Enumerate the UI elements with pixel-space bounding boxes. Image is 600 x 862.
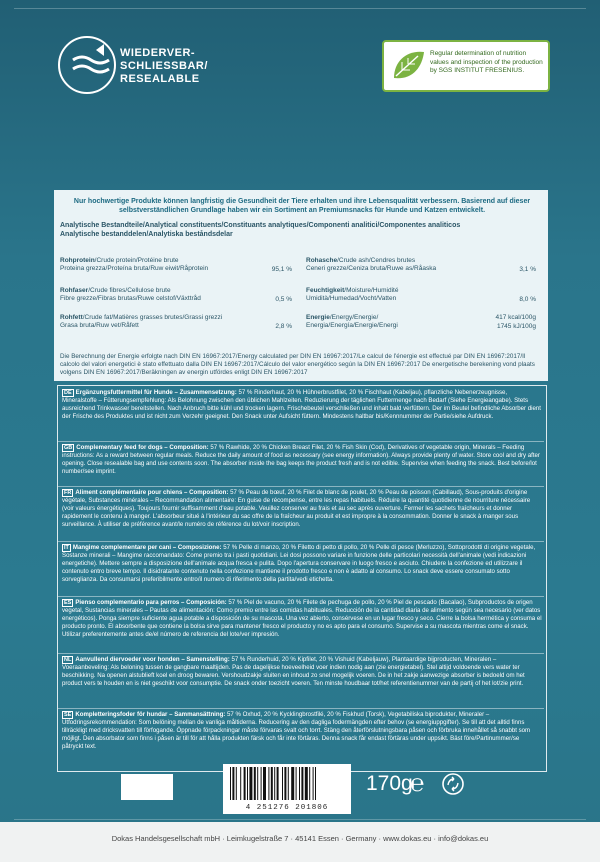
barcode-bar [315, 767, 316, 800]
barcode-bar [230, 767, 231, 800]
nutrient-sub: Umidità/Humedad/Vocht/Vatten [306, 295, 397, 302]
barcode-bar [288, 767, 289, 800]
nutrient-moisture [306, 287, 398, 303]
barcode-bar [249, 767, 252, 800]
reseal-line: RESEALABLE [120, 73, 200, 85]
ingredients-text: 57 % Rinderhaut, 20 % Hühnerbrustfilet, 20 % Fischhaut (Kabeljau), pflanzliche Nebenerzeugnisse, Mineralstoffe – Fütterungsempfehlung: Als Belohnung zwischen den üblichen Mahlzeiten. Reduzierung der täglichen Futtermenge nach Bedarf (Siehe Energieangabe). Stets ausreichend Trinkwasser bereitstellen. Nach Anbruch bitte kühl und trocken lagern. Frischebeutel verschließen und inhalt bald verfüttern. Der im Beutel befindliche Absorber dient der Frische des Produktes und ist nicht zum Verzehr geeignet. Den Snack unter Aufsicht füttern. Mindestens haltbar bis/Kennnummer der Partie/siehe Aufdruck. [62, 389, 541, 420]
barcode-bar [299, 767, 300, 800]
barcode-bar [236, 767, 237, 800]
analytics-title: Analytische Bestandteile/Analytical constituents/Constituants analytiques/Componenti analitici/Componentes analiticos Analytische bestanddelen/Analytiska beståndsdelar [60, 222, 461, 238]
ingredients-text: 57 % Pelle di manzo, 20 % Filetto di petto di pollo, 20 % Pelle di pesce (Merluzzo), Sottoprodotti di origine vegetale, Sostanze minerali – Mangime raccomandato: Come premio tra i pasti quotidiani. Lei dosi possono variare in funzione delle particolari necessità dell'animale (vedi indicazioni energetiche). Mettere sempre a disposizione dell'animale acqua fresca e pulita. Dopo l'apertura conservare in luogo fresco e asciuto. Chiudere la confezione ed utilizzare il contenuto entro breve tempo. Il disidratante contenuto nella confezione mantiene il prodotto fresco e non è adatto al consumo. Lo snack deve essere consumato sotto sorveglianza. Da consumarsi preferibilmente entro/il numero di riferimento della partita/vedi etichetta. [62, 544, 536, 583]
reseal-icon [58, 36, 116, 94]
nutrient-name: Rohfett [60, 314, 83, 321]
nutrient-name: Rohasche [306, 257, 338, 264]
ingredients-se [62, 711, 542, 751]
divider [58, 653, 544, 654]
lang-code: SE [64, 712, 72, 718]
ingredients-gb [62, 444, 542, 476]
barcode-bar [232, 767, 234, 800]
ingredients-nl [62, 656, 542, 688]
lang-code: IT [64, 545, 69, 551]
ingredients-heading: Ergänzungsfuttermittel für Hunde – Zusammensetzung: [75, 389, 237, 396]
ingredients-text: 57 % Oxhud, 20 % Kycklingbrostfilé, 20 % Fiskhud (Torsk), Vegetabiliska biprodukter, Mineraler – Utfodringsrekommendation: Som belöning mellan de vanliga måltiderna. Reducering av den dagliga fodermängden efter behov (se energiuppgifter). Se till att det alltid finns tillräckligt med dricksvatten till förfogande. Öppnade förpackningar måste förvaras svalt och torrt. Stäng den återförslutningsbara påsen och förbruka innehållet så snabbt som möjligt. Den absorbator som finns i påsen är till för att hålla produkten färsk och får inte förtäras. Denna snack får endast förtäras under uppsikt. Bäst före/Partinummer/se påtryckt text. [62, 711, 531, 750]
barcode-bar [268, 767, 269, 800]
barcode-bar [284, 767, 286, 800]
energy-note: Die Berechnung der Energie erfolgte nach DIN EN 16967:2017/Energy calculated per DIN EN 16967:2017/Le calcul de l'énergie est effectué par DIN EN 16967:2017/Il calcolo del valori energetici è stato effettuato dalla DIN EN 16967:2017/Cálculo del valor energético según la DIN EN 16967:2017 De energetische berekening vond plaats volgens DIN EN 16967:2017/Beräkningen av energin utfördes enligt DIN EN 16967:2017 [60, 353, 535, 376]
recycle-icon [441, 772, 465, 796]
estimated-sign: ℮ [410, 770, 425, 797]
seam-line [14, 8, 586, 9]
net-weight: 170g [366, 772, 413, 795]
nutrient-sub: Proteina grezza/Proteína bruta/Ruw eiwit/Råprotein [60, 265, 209, 272]
barcode-bar [257, 767, 258, 800]
barcode-bar [305, 767, 308, 800]
nutrient-name-rest: /Energy/Energie/ [329, 314, 379, 321]
sgs-badge [382, 40, 550, 92]
nutrient-sub: Ceneri grezze/Ceniza bruta/Ruwe as/Råaska [306, 265, 437, 272]
barcode-bar [240, 767, 241, 800]
lang-code: ES [64, 600, 72, 606]
nutrient-name-rest: /Crude fibres/Cellulose brute [88, 287, 171, 294]
blank-label-area [121, 774, 173, 800]
nutrient-name-rest: /Crude fat/Matières grasses brutes/Grassi grezzi [82, 314, 223, 321]
nutrient-crude-protein [60, 257, 208, 273]
seam-line [14, 819, 586, 820]
nutrient-value: 3,1 % [519, 266, 536, 273]
divider [58, 441, 544, 442]
nutrient-sub: Energia/Energía/Energie/Energi [306, 322, 398, 329]
ingredients-it [62, 544, 542, 584]
barcode-bar [254, 767, 256, 800]
nutrient-name-rest: /Moisture/Humidité [344, 287, 399, 294]
company-footer: Dokas Handelsgesellschaft mbH · Leimkugelstraße 7 · 45141 Essen · Germany · www.dokas.eu · info@dokas.eu [111, 834, 489, 843]
ingredients-heading: Complementary feed for dogs – Composition: [76, 444, 209, 451]
nutrient-name-rest: /Crude protein/Protéine brute [94, 257, 179, 264]
nutrient-value: 2,8 % [275, 323, 292, 330]
barcode-bar [271, 767, 273, 800]
nutrient-value: 417 kcal/100g [495, 314, 536, 321]
nutrient-value: 95,1 % [271, 266, 292, 273]
lang-code: GB [64, 445, 73, 451]
ingredients-heading: Mangime complementare per cani – Composizione: [72, 544, 222, 551]
nutrient-name: Feuchtigkeit [306, 287, 345, 294]
ingredients-text: 57 % Piel de vacuno, 20 % Filete de pechuga de pollo, 20 % Piel de pescado (Bacalao), Subproductos de origen vegetal, Sustancias minerales – Pautas de alimentación: Como premio entre las comidas habituales. Reducción de la cantidad diaria de alimento según sea necesario (ver datos energéticos). Ponga siempre suficiente agua potable a disposición de su mascota. Una vez abierto, consérvese en un lugar fresco y seco. Cierre la bolsa hermética y consuma el producto pronto. El absorbente que contiene la bolsa sirve para mantener fresco el producto y no es apto para el consumo. Supervise a su mascota mientras come el snack. Utilizar preferentemente antes de/el número de referencia del lote/ver impresión. [62, 599, 542, 638]
ingredients-fr [62, 489, 542, 529]
divider [58, 541, 544, 542]
nutrient-value: 8,0 % [519, 296, 536, 303]
barcode-bar [244, 767, 246, 800]
ingredients-de [62, 389, 542, 421]
sgs-text: Regular determination of nutrition values and inspection of the production by SGS INSTITUT FRESENIUS. [430, 50, 543, 74]
barcode-bar [309, 767, 310, 800]
barcode-bar [247, 767, 248, 800]
lang-code: FR [64, 490, 72, 496]
divider [58, 708, 544, 709]
barcode-bar [274, 767, 275, 800]
barcode-bar [296, 767, 297, 800]
ingredients-heading: Aanvullend diervoeder voor honden – Samenstelling: [75, 656, 230, 663]
barcode [223, 764, 351, 814]
ingredients-text: 57 % Runderhuid, 20 % Kipfilet, 20 % Vishuid (Kabeljauw), Plantaardige bijproducten, Mineralen – Voeraanbeveling: Als beloning tussen de gangbare maaltijden. Pas de dagelijkse hoeveelheid voer indien nodig aan (zie energietabel). Stel altijd voldoende vers water ter beschikking. Na openen alstublieft koel en droog bewaren. Vershoudzakje sluiten en inhoud zo snel mogelijk voeren. De in het zakje aanwezige absorber is bedoeld om het product vers te houden en is niet geschikt voor consumptie. De snack onder toezicht voeren. Ten minste houdbaar tot/het referentienummer van de partij of het lot/zie print. [62, 656, 525, 687]
barcode-bar [261, 767, 262, 800]
ingredients-heading: Pienso complementario para perros – Composición: [75, 599, 227, 606]
nutrient-name: Energie [306, 314, 330, 321]
reseal-line: SCHLIESSBAR/ [120, 60, 208, 72]
lang-code: DE [64, 390, 72, 396]
ingredients-heading: Aliment complémentaire pour chiens – Composition: [75, 489, 229, 496]
nutrient-name-rest: /Crude ash/Cendres brutes [337, 257, 416, 264]
leaf-icon [388, 46, 428, 86]
barcode-bar [313, 767, 314, 800]
barcode-bar [277, 767, 279, 800]
reseal-line: WIEDERVER- [120, 47, 196, 59]
nutrient-crude-fat [60, 314, 222, 330]
nutrient-crude-ash [306, 257, 436, 273]
barcode-bar [282, 767, 283, 800]
lang-code: NL [64, 657, 72, 663]
nutrient-name: Rohfaser [60, 287, 89, 294]
nutrient-value: 0,5 % [275, 296, 292, 303]
divider [58, 596, 544, 597]
divider [58, 486, 544, 487]
ingredients-heading: Kompletteringsfoder för hundar – Sammansättning: [75, 711, 226, 718]
reseal-label [120, 47, 208, 86]
barcode-bar [301, 767, 303, 800]
barcode-bar [263, 767, 266, 800]
barcode-bar [291, 767, 294, 800]
ingredients-text: 57 % Rawhide, 20 % Chicken Breast Filet, 20 % Fish Skin (Cod), Derivatives of vegetable origin, Minerals – Feeding instructions: As a reward between regular meals. Reduce the daily amount of food as necessary (see energy information). Always provide plenty of water. Store cool and dry after opening. Close resealable bag and use contents soon. The absorber inside the bag keeps the product fresh and is not edible. Supervise when feeding the snack. Best before/lot number/see imprint. [62, 444, 540, 475]
ingredients-text: 57 % Peau de bœuf, 20 % Filet de blanc de poulet, 20 % Peau de poisson (Cabillaud), Sous-produits d'origine végétale, Substances minérales – Recommandation alimentaire: En guise de récompense, entre les repas habituels. Réduire la quantité quotidienne de nourriture nécessaire (voir valeurs énergétiques). Toujours fournir suffisamment d'eau potable. Veuillez conserver au frais et au sec après ouverture. Fermer les sachets fraîcheurs et donner rapidement le contenu à manger. L'absorbeur situé à l'intérieur du sac offre de la fraîcheur au produit et est impropre à la consommation. Donner le snack à manger sous surveillance. À utiliser de préférence avant/le numéro de référence du lot/voir inscription. [62, 489, 531, 528]
ingredients-es [62, 599, 542, 639]
nutrient-sub: Fibre grezze/Fibras brutas/Ruwe celstof/Växttråd [60, 295, 201, 302]
nutrient-crude-fibres [60, 287, 201, 303]
nutrient-energy [306, 314, 398, 330]
barcode-number: 4 251276 201806 [245, 804, 329, 812]
intro-text: Nur hochwertige Produkte können langfristig die Gesundheit der Tiere erhalten und ihre Lebensqualität verbessern. Basierend auf dieser selbstverständlichen Grundlage haben wir ein Sortiment an Premiumsnacks für Hunde und Katzen entwickelt. [73, 198, 531, 214]
nutrient-sub: Grasa bruta/Ruw vet/Råfett [60, 322, 139, 329]
nutrient-name: Rohprotein [60, 257, 95, 264]
barcode-bars [229, 767, 345, 800]
nutrient-value-kj: 1745 kJ/100g [496, 323, 536, 330]
